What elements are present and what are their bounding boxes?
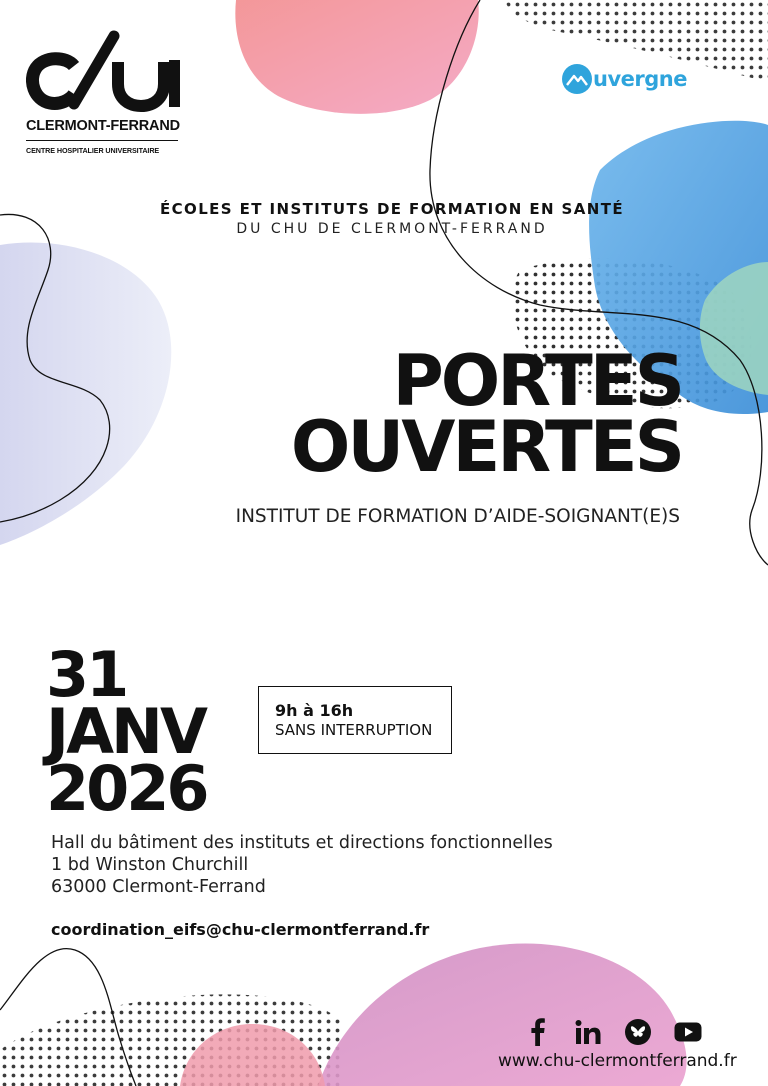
logo-subtitle: CENTRE HOSPITALIER UNIVERSITAIRE [26, 146, 160, 155]
youtube-icon[interactable] [674, 1018, 702, 1046]
address [51, 832, 553, 898]
facebook-icon[interactable] [524, 1018, 552, 1046]
pink-blob-top [235, 0, 478, 114]
linkedin-icon[interactable] [574, 1018, 602, 1046]
header [0, 200, 768, 237]
event-day: 31 [46, 638, 127, 711]
institute-name: INSTITUT DE FORMATION D’AIDE-SOIGNANT(E)S [235, 506, 680, 527]
mountain-icon [562, 64, 592, 94]
header-line-1: ÉCOLES ET INSTITUTS DE FORMATION EN SANTÉ [159, 200, 624, 218]
title-line-1: PORTES [392, 340, 682, 422]
address-line-2: 1 bd Winston Churchill [51, 855, 249, 875]
event-year: 2026 [46, 752, 207, 825]
region-logo[interactable] [562, 64, 687, 94]
event-date [46, 638, 207, 825]
event-time: 9h à 16h [275, 701, 354, 720]
logo-city-name: CLERMONT-FERRAND [26, 118, 180, 134]
region-name: uvergne [593, 67, 687, 91]
event-time-note: SANS INTERRUPTION [275, 721, 433, 739]
address-line-1: Hall du bâtiment des instituts et directions fonctionnelles [51, 833, 553, 853]
lavender-blob-left [0, 242, 171, 545]
chu-logo-mark [26, 30, 182, 112]
logo-divider [26, 140, 178, 141]
title-line-2: OUVERTES [290, 406, 682, 488]
event-month: JANV [46, 695, 205, 768]
website-link[interactable]: www.chu-clermontferrand.fr [498, 1051, 737, 1071]
address-line-3: 63000 Clermont-Ferrand [51, 877, 266, 897]
social-links [524, 1018, 724, 1046]
bluesky-icon[interactable] [624, 1018, 652, 1046]
chu-logo[interactable] [26, 30, 186, 155]
contact-email-link[interactable]: coordination_eifs@chu-clermontferrand.fr [51, 920, 430, 939]
header-line-2: DU CHU DE CLERMONT-FERRAND [236, 221, 548, 237]
page-title [290, 340, 682, 488]
event-hours-box [258, 686, 452, 754]
